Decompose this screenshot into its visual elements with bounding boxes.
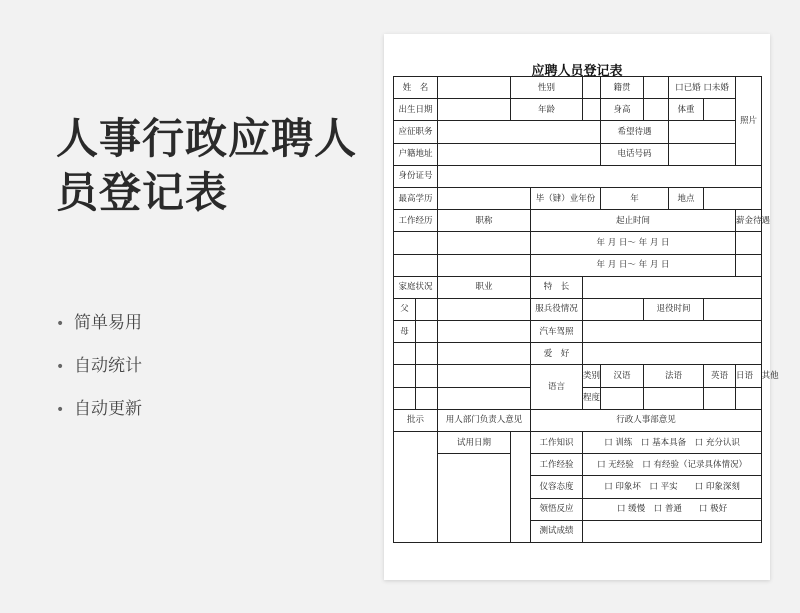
chinese-level-cell[interactable] bbox=[601, 387, 644, 409]
table-row bbox=[394, 210, 762, 232]
demeanor-options[interactable]: 口 印象坏 口 平实 口 印象深刻 bbox=[583, 476, 762, 498]
table-row bbox=[394, 409, 762, 431]
applied-position-label: 应征职务 bbox=[394, 121, 438, 143]
married-option[interactable]: 口已婚 bbox=[675, 82, 701, 93]
table-row bbox=[394, 187, 762, 209]
table-row bbox=[394, 454, 762, 476]
graduation-year-label: 毕（肄）业年份 bbox=[531, 187, 601, 209]
form-title: 应聘人员登记表 bbox=[531, 64, 623, 79]
work-knowledge-options[interactable]: 口 训练 口 基本具备 口 充分认识 bbox=[583, 432, 762, 454]
feature-item bbox=[56, 308, 142, 351]
work-title-cell[interactable] bbox=[438, 232, 531, 254]
family-occupation-cell[interactable] bbox=[438, 387, 531, 409]
phone-cell[interactable] bbox=[669, 143, 736, 165]
location-label: 地点 bbox=[669, 187, 704, 209]
phone-label: 电话号码 bbox=[601, 143, 669, 165]
location-cell[interactable] bbox=[704, 187, 762, 209]
military-cell[interactable] bbox=[583, 298, 644, 320]
language-label: 语言 bbox=[531, 365, 583, 409]
french-label: 法语 bbox=[644, 365, 704, 387]
expected-salary-label: 希望待遇 bbox=[601, 121, 669, 143]
japanese-other-cell bbox=[736, 365, 779, 387]
degree-label: 程度 bbox=[583, 387, 601, 409]
table-row bbox=[394, 276, 762, 298]
english-label: 英语 bbox=[704, 365, 736, 387]
hobby-label: 爱 好 bbox=[531, 343, 583, 365]
name-label: 姓 名 bbox=[394, 77, 438, 99]
feature-list bbox=[56, 308, 142, 437]
work-salary-cell[interactable] bbox=[736, 232, 762, 254]
table-row bbox=[394, 165, 762, 187]
id-number-label: 身份证号 bbox=[394, 165, 438, 187]
feature-label: 自动统计 bbox=[74, 356, 142, 376]
military-label: 服兵役情况 bbox=[531, 298, 583, 320]
table-row bbox=[394, 99, 762, 121]
specialty-cell[interactable] bbox=[583, 276, 762, 298]
table-row bbox=[394, 298, 762, 320]
approval-label: 批示 bbox=[394, 409, 438, 431]
work-salary-cell[interactable] bbox=[736, 254, 762, 276]
driver-license-label: 汽车驾照 bbox=[531, 321, 583, 343]
table-row bbox=[394, 321, 762, 343]
native-place-label: 籍贯 bbox=[601, 77, 644, 99]
father-name-cell[interactable] bbox=[416, 298, 438, 320]
work-knowledge-label: 工作知识 bbox=[531, 432, 583, 454]
bullet-icon: • bbox=[56, 316, 65, 332]
education-label: 最高学历 bbox=[394, 187, 438, 209]
height-cell[interactable] bbox=[644, 99, 669, 121]
japanese-level-cell[interactable] bbox=[736, 387, 762, 409]
job-title-label: 职称 bbox=[438, 210, 531, 232]
age-label: 年龄 bbox=[511, 99, 583, 121]
work-title-cell[interactable] bbox=[438, 254, 531, 276]
family-occupation-cell[interactable] bbox=[438, 343, 531, 365]
family-member-cell[interactable] bbox=[394, 387, 416, 409]
gender-cell[interactable] bbox=[583, 77, 601, 99]
household-address-label: 户籍地址 bbox=[394, 143, 438, 165]
specialty-label: 特 长 bbox=[531, 276, 583, 298]
driver-license-cell[interactable] bbox=[583, 321, 762, 343]
table-row bbox=[394, 77, 762, 99]
salary-label: 薪金待遇 bbox=[736, 210, 762, 232]
dept-signature-cell[interactable] bbox=[511, 432, 531, 543]
unmarried-option[interactable]: 口未婚 bbox=[703, 82, 729, 93]
family-occupation-cell[interactable] bbox=[438, 365, 531, 387]
chinese-label: 汉语 bbox=[601, 365, 644, 387]
work-company-cell[interactable] bbox=[394, 254, 438, 276]
discharge-time-label: 退役时间 bbox=[644, 298, 704, 320]
page-title: 人事行政应聘人员登记表 bbox=[56, 114, 358, 217]
height-label: 身高 bbox=[601, 99, 644, 121]
category-label: 类别 bbox=[583, 365, 601, 387]
dept-opinion-label: 用人部门负责人意见 bbox=[438, 409, 531, 431]
comprehension-options[interactable]: 口 缓慢 口 普通 口 极好 bbox=[583, 498, 762, 520]
birth-date-label: 出生日期 bbox=[394, 99, 438, 121]
comprehension-label: 领悟反应 bbox=[531, 498, 583, 520]
work-experience-options[interactable]: 口 无经验 口 有经验（记录具体情况） bbox=[583, 454, 762, 476]
family-name-cell[interactable] bbox=[416, 343, 438, 365]
table-row bbox=[394, 432, 762, 454]
table-row bbox=[394, 121, 762, 143]
work-company-cell[interactable] bbox=[394, 232, 438, 254]
family-member-cell[interactable] bbox=[394, 365, 416, 387]
feature-item bbox=[56, 394, 142, 437]
table-row bbox=[394, 254, 762, 276]
id-number-cell[interactable] bbox=[438, 165, 762, 187]
household-address-cell[interactable] bbox=[438, 143, 601, 165]
marital-status[interactable] bbox=[669, 77, 736, 99]
work-experience-eval-label: 工作经验 bbox=[531, 454, 583, 476]
feature-label: 简单易用 bbox=[74, 313, 142, 333]
family-name-cell[interactable] bbox=[416, 387, 438, 409]
table-row bbox=[394, 343, 762, 365]
bullet-icon: • bbox=[56, 359, 65, 375]
mother-label: 母 bbox=[394, 321, 416, 343]
feature-label: 自动更新 bbox=[74, 399, 142, 419]
birth-date-cell[interactable] bbox=[438, 99, 511, 121]
period-label: 起止时间 bbox=[531, 210, 736, 232]
test-score-cell[interactable] bbox=[583, 520, 762, 542]
probation-date-cell[interactable] bbox=[438, 454, 511, 543]
date-range-cell[interactable]: 年 月 日～ 年 月 日 bbox=[531, 254, 736, 276]
weight-cell[interactable] bbox=[704, 99, 736, 121]
table-row bbox=[394, 365, 762, 387]
family-member-cell[interactable] bbox=[394, 343, 416, 365]
form-preview bbox=[384, 34, 779, 580]
photo-box[interactable]: 照片 bbox=[736, 77, 762, 166]
family-name-cell[interactable] bbox=[416, 365, 438, 387]
probation-date-label: 试用日期 bbox=[438, 432, 511, 454]
hobby-cell[interactable] bbox=[583, 343, 762, 365]
bullet-icon: • bbox=[56, 402, 65, 418]
test-score-label: 测试成绩 bbox=[531, 520, 583, 542]
education-cell[interactable] bbox=[438, 187, 531, 209]
french-level-cell[interactable] bbox=[644, 387, 704, 409]
family-label: 家庭状况 bbox=[394, 276, 438, 298]
applied-position-cell[interactable] bbox=[438, 121, 601, 143]
expected-salary-cell[interactable] bbox=[669, 121, 736, 143]
registration-form-table bbox=[393, 76, 779, 543]
occupation-label: 职业 bbox=[438, 276, 531, 298]
gender-label: 性别 bbox=[511, 77, 583, 99]
father-label: 父 bbox=[394, 298, 416, 320]
feature-item bbox=[56, 351, 142, 394]
name-cell[interactable] bbox=[438, 77, 511, 99]
native-place-cell[interactable] bbox=[644, 77, 669, 99]
work-experience-label: 工作经历 bbox=[394, 210, 438, 232]
mother-occupation-cell[interactable] bbox=[438, 321, 531, 343]
mother-name-cell[interactable] bbox=[416, 321, 438, 343]
age-cell[interactable] bbox=[583, 99, 601, 121]
other-label: 其他 bbox=[761, 371, 779, 382]
discharge-time-cell[interactable] bbox=[704, 298, 762, 320]
hr-opinion-label: 行政人事部意见 bbox=[531, 409, 762, 431]
english-level-cell[interactable] bbox=[704, 387, 736, 409]
table-row bbox=[394, 232, 762, 254]
table-row bbox=[394, 143, 762, 165]
approval-cell[interactable] bbox=[394, 432, 438, 543]
japanese-label: 日语 bbox=[736, 371, 754, 382]
demeanor-label: 仪容态度 bbox=[531, 476, 583, 498]
date-range-cell[interactable]: 年 月 日～ 年 月 日 bbox=[531, 232, 736, 254]
weight-label: 体重 bbox=[669, 99, 704, 121]
graduation-year-cell[interactable]: 年 bbox=[601, 187, 669, 209]
father-occupation-cell[interactable] bbox=[438, 298, 531, 320]
